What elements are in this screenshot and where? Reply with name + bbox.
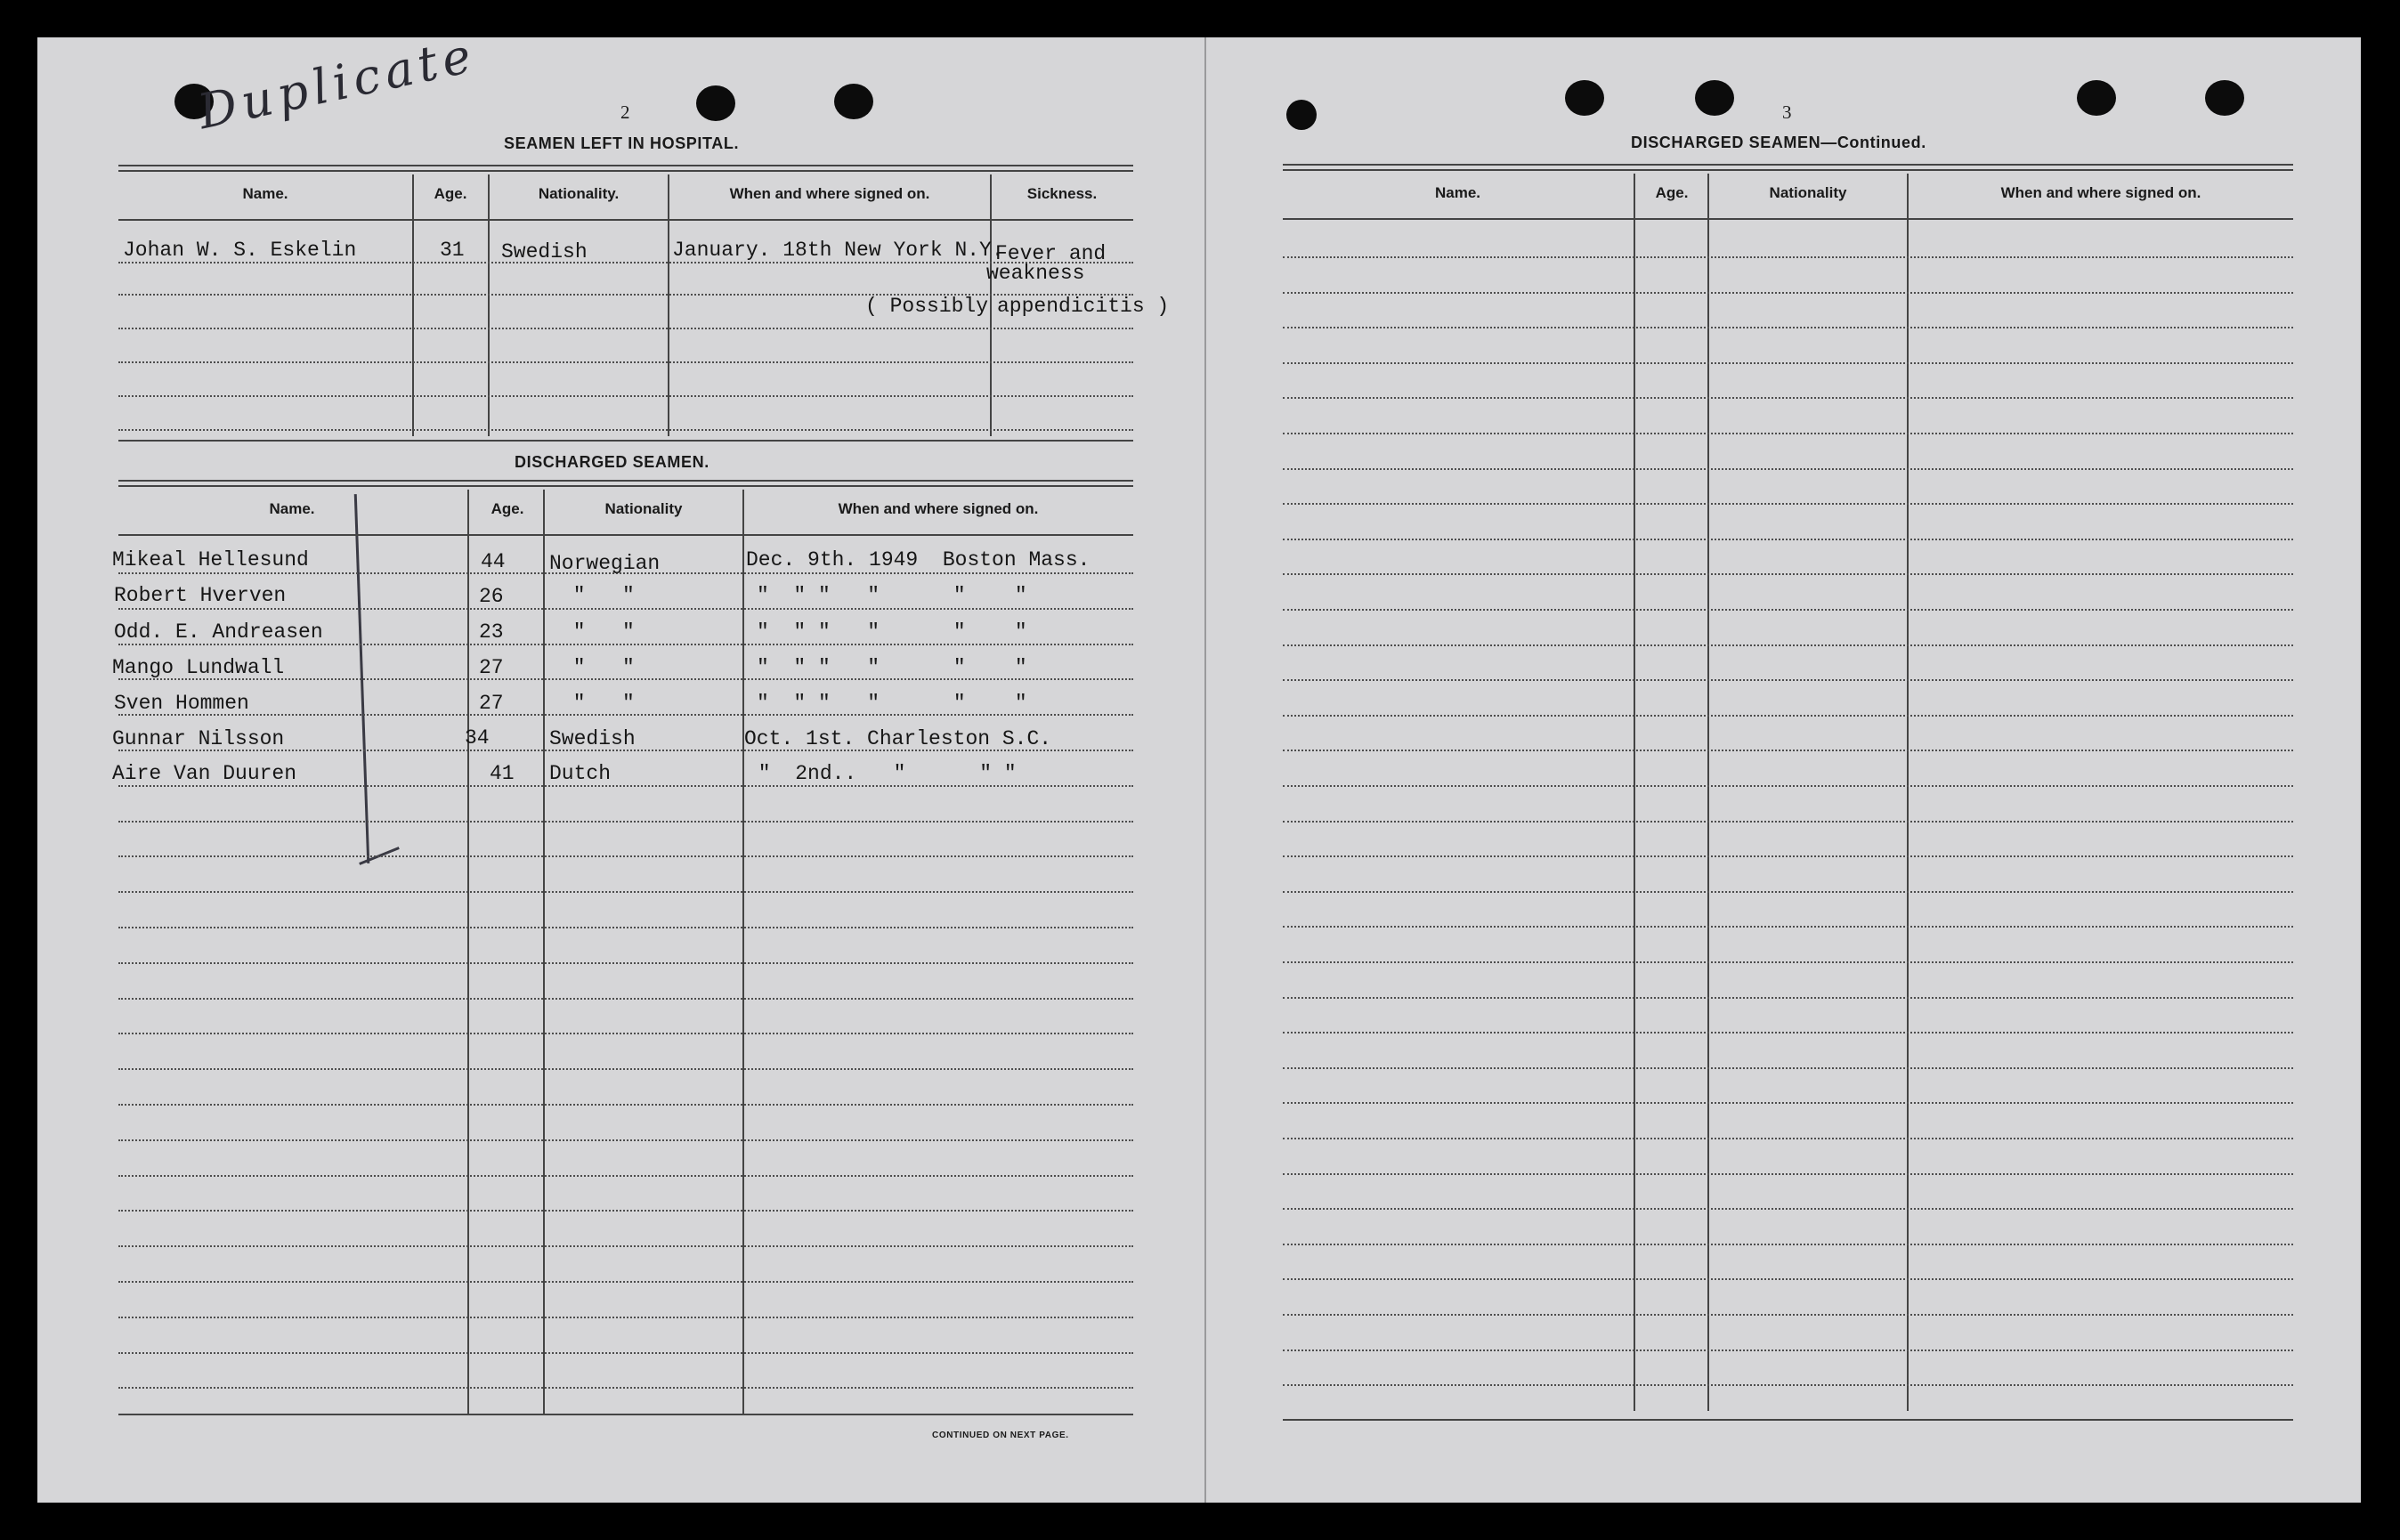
row-line [118,1175,1133,1177]
page-number: 3 [1782,101,1792,123]
punch-hole [834,84,873,119]
rule [1283,169,2293,171]
seaman-age: 23 [479,620,504,644]
row-line [1283,891,2293,893]
column-header-name: Name. [242,185,288,202]
row-line [1283,997,2293,999]
punch-hole [2205,80,2244,116]
rule [118,170,1133,172]
row-line [118,608,1133,610]
rule [118,165,1133,166]
row-line [118,1352,1133,1354]
row-line [1283,573,2293,575]
seaman-age: 44 [481,550,506,573]
rule [118,485,1133,487]
column-header-age: Age. [491,500,524,517]
seaman-age: 41 [490,762,515,785]
rule [118,440,1133,442]
column-header-signed-on: When and where signed on. [838,500,1039,517]
hospital-sickness: Fever and [995,242,1107,265]
hospital-signed-on: January. 18th New York N.Y. [672,239,1004,262]
seaman-name: Gunnar Nilsson [112,727,285,750]
row-line [1283,468,2293,470]
row-line [1283,821,2293,823]
column-header-age: Age. [1655,184,1689,201]
page-fold [1204,37,1206,1503]
section-title-discharged-continued: DISCHARGED SEAMEN—Continued. [1631,134,1926,151]
column-divider [543,490,545,1414]
seaman-name: Aire Van Duuren [112,762,297,785]
seaman-nationality: " " [561,692,635,715]
row-line [1283,855,2293,857]
row-line [1283,1278,2293,1280]
row-line [1283,1067,2293,1069]
seaman-signed-on: Dec. 9th. 1949 Boston Mass. [746,548,1091,571]
row-line [1283,1314,2293,1316]
row-line [118,1139,1133,1141]
seaman-name: Robert Hverven [114,584,287,607]
row-line [118,1317,1133,1318]
column-divider [742,490,744,1414]
rule [1283,1419,2293,1421]
row-line [118,361,1133,363]
row-line [118,821,1133,823]
seaman-name: Odd. E. Andreasen [114,620,323,644]
row-line [118,962,1133,964]
row-line [1283,785,2293,787]
column-header-nationality: Nationality [604,500,683,517]
seaman-signed-on: " " " " " " [757,620,1027,644]
column-header-age: Age. [434,185,467,202]
rule [118,480,1133,482]
rule [118,534,1133,536]
rule [118,219,1133,221]
column-header-nationality: Nationality. [538,185,620,202]
row-line [118,1281,1133,1283]
column-header-name: Name. [269,500,315,517]
column-divider [1634,174,1635,1411]
seaman-age: 27 [479,692,504,715]
continued-footer: CONTINUED ON NEXT PAGE. [932,1431,1069,1440]
seaman-signed-on: " " " " " " [757,584,1027,607]
punch-hole [696,85,735,121]
row-line [1283,644,2293,646]
row-line [1283,397,2293,399]
row-line [118,328,1133,329]
row-line [1283,1173,2293,1175]
row-line [1283,926,2293,928]
row-line [1283,362,2293,364]
seaman-nationality: Dutch [549,762,612,785]
rule [1283,218,2293,220]
seaman-nationality: Swedish [549,727,636,750]
section-title-hospital: SEAMEN LEFT IN HOSPITAL. [504,134,740,152]
row-line [1283,1138,2293,1139]
seaman-signed-on: Oct. 1st. Charleston S.C. [744,727,1052,750]
handwritten-annotation: Duplicate [192,26,482,141]
row-line [1283,327,2293,328]
row-line [1283,256,2293,258]
punch-hole [1695,80,1734,116]
row-line [1283,1208,2293,1210]
row-line [1283,539,2293,540]
seaman-name: Mikeal Hellesund [112,548,309,571]
row-line [1283,1032,2293,1033]
row-line [118,1387,1133,1389]
row-line [1283,1350,2293,1351]
seaman-nationality: " " [561,656,635,679]
row-line [118,855,1133,857]
column-divider [467,490,469,1414]
hospital-sickness: weakness [986,262,1085,285]
seaman-signed-on: " 2nd.. " " " [746,762,1017,785]
row-line [118,395,1133,397]
row-line [1283,433,2293,434]
row-line [118,998,1133,1000]
seaman-age: 34 [465,726,490,750]
column-divider [1707,174,1709,1411]
row-line [118,429,1133,431]
punch-hole [1286,100,1317,130]
row-line [118,1068,1133,1070]
seaman-age: 27 [479,656,504,679]
row-line [1283,503,2293,505]
seaman-nationality: " " [561,584,635,607]
hospital-note: appendicitis ) [997,295,1170,318]
punch-hole [1565,80,1604,116]
row-line [118,785,1133,787]
seaman-nationality: Norwegian [549,552,661,575]
row-line [118,891,1133,893]
row-line [118,1104,1133,1106]
hospital-nationality: Swedish [501,240,588,263]
row-line [1283,679,2293,681]
hospital-note: ( Possibly [865,295,989,318]
row-line [1283,609,2293,611]
page-number: 2 [620,101,630,123]
hospital-age: 31 [440,239,465,262]
seaman-age: 26 [479,585,504,608]
hospital-name: Johan W. S. Eskelin [123,239,357,262]
row-line [1283,961,2293,963]
seaman-name: Sven Hommen [114,692,249,715]
seaman-name: Mango Lundwall [112,656,285,679]
row-line [118,1033,1133,1034]
row-line [118,927,1133,928]
rule [118,1414,1133,1415]
column-header-sickness: Sickness. [1026,185,1098,202]
row-line [118,1210,1133,1212]
section-title-discharged: DISCHARGED SEAMEN. [515,453,709,471]
column-header-signed-on: When and where signed on. [2000,184,2201,201]
column-header-signed-on: When and where signed on. [729,185,930,202]
seaman-signed-on: " " " " " " [757,656,1027,679]
row-line [1283,715,2293,717]
punch-hole [2077,80,2116,116]
row-line [1283,1102,2293,1104]
row-line [118,262,1133,263]
seaman-signed-on: " " " " " " [757,692,1027,715]
column-header-nationality: Nationality [1769,184,1847,201]
row-line [1283,750,2293,751]
column-divider [1907,174,1909,1411]
row-line [118,1245,1133,1247]
seaman-nationality: " " [561,620,635,644]
row-line [1283,292,2293,294]
row-line [1283,1244,2293,1245]
column-header-name: Name. [1434,184,1481,201]
rule [1283,164,2293,166]
row-line [1283,1384,2293,1386]
